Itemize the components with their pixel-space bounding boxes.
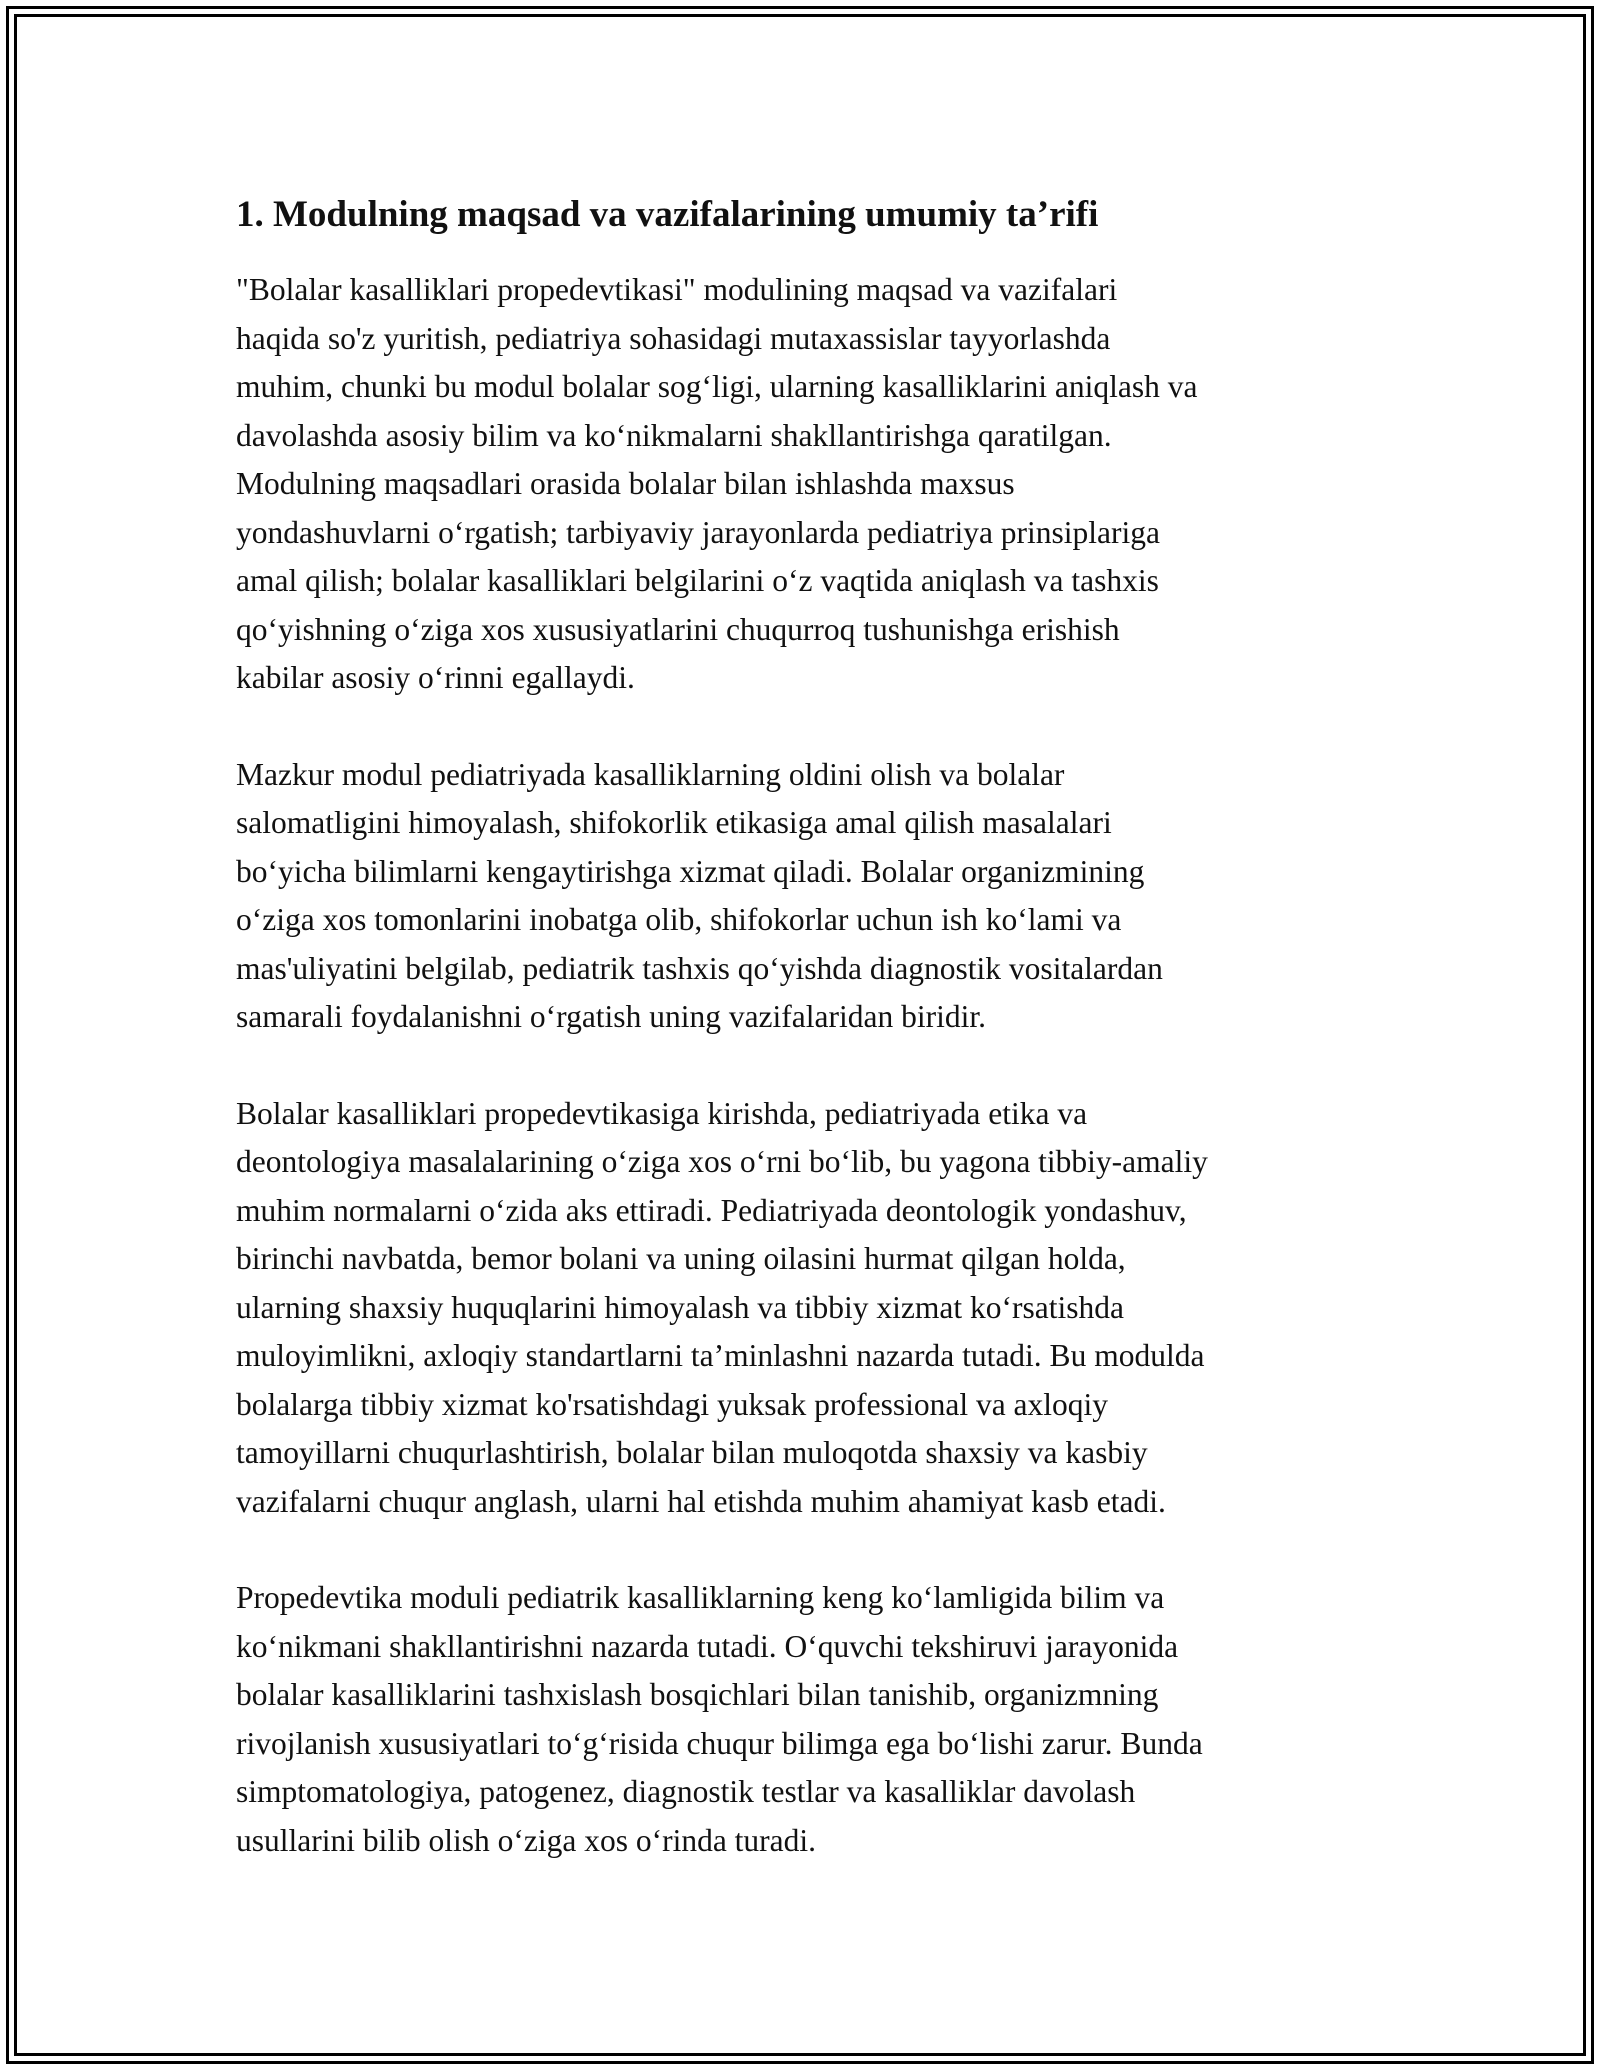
text-line: qo‘yishning o‘ziga xos xususiyatlarini chuqurroq tushunishga erishish: [236, 611, 1120, 647]
text-line: muhim normalarni o‘zida aks ettiradi. Pediatriyada deontologik yondashuv,: [236, 1192, 1187, 1228]
text-line: Propedevtika moduli pediatrik kasalliklarning keng ko‘lamligida bilim va: [236, 1580, 1165, 1615]
text-line: birinchi navbatda, bemor bolani va uning oilasini hurmat qilgan holda,: [236, 1241, 1126, 1276]
text-line: ko‘nikmani shakllantirishni nazarda tutadi. O‘quvchi tekshiruvi jarayonida: [236, 1628, 1179, 1664]
text-line: amal qilish; bolalar kasalliklari belgilarini o‘z vaqtida aniqlash va tashxis: [236, 563, 1159, 598]
text-line: "Bolalar kasalliklari propedevtikasi" modulining maqsad va vazifalari: [236, 272, 1118, 307]
text-line: vazifalarni chuqur anglash, ularni hal etishda muhim ahamiyat kasb etadi.: [236, 1483, 1166, 1519]
text-line: salomatligini himoyalash, shifokorlik etikasiga amal qilish masalalari: [236, 805, 1112, 840]
document-body: [236, 186, 1368, 1865]
text-line: simptomatologiya, patogenez, diagnostik testlar va kasalliklar davolash: [236, 1774, 1136, 1809]
text-line: bolalarga tibbiy xizmat ko'rsatishdagi yuksak professional va axloqiy: [236, 1386, 1109, 1422]
paragraph-ethics: [236, 1090, 1368, 1527]
text-line: muloyimlikni, axloqiy standartlarni ta’minlashni nazarda tutadi. Bu modulda: [236, 1338, 1205, 1373]
text-line: rivojlanish xususiyatlari to‘g‘risida chuqur bilimga ega bo‘lishi zarur. Bunda: [236, 1725, 1203, 1761]
paragraph-tasks: [236, 751, 1368, 1042]
text-line: muhim, chunki bu modul bolalar sog‘ligi, ularning kasalliklarini aniqlash va: [236, 369, 1198, 404]
paragraph-goals: [236, 266, 1368, 703]
text-line: Mazkur modul pediatriyada kasalliklarning oldini olish va bolalar: [236, 756, 1065, 792]
text-line: bo‘yicha bilimlarni kengaytirishga xizmat qiladi. Bolalar organizmining: [236, 853, 1145, 889]
text-line: Bolalar kasalliklari propedevtikasiga kirishda, pediatriyada etika va: [236, 1095, 1088, 1131]
text-line: mas'uliyatini belgilab, pediatrik tashxis qo‘yishda diagnostik vositalardan: [236, 950, 1163, 986]
text-line: Modulning maqsadlari orasida bolalar bilan ishlashda maxsus: [236, 466, 1015, 501]
text-line: davolashda asosiy bilim va ko‘nikmalarni shakllantirishga qaratilgan.: [236, 417, 1112, 453]
text-line: o‘ziga xos tomonlarini inobatga olib, shifokorlar uchun ish ko‘lami va: [236, 902, 1122, 937]
text-line: tamoyillarni chuqurlashtirish, bolalar bilan muloqotda shaxsiy va kasbiy: [236, 1435, 1148, 1470]
text-line: ularning shaxsiy huquqlarini himoyalash va tibbiy xizmat ko‘rsatishda: [236, 1289, 1124, 1325]
text-line: usullarini bilib olish o‘ziga xos o‘rinda turadi.: [236, 1822, 817, 1858]
paragraph-skills: [236, 1574, 1368, 1865]
text-line: samarali foydalanishni o‘rgatish uning vazifalaridan biridir.: [236, 999, 986, 1034]
text-line: deontologiya masalalarining o‘ziga xos o‘rni bo‘lib, bu yagona tibbiy-amaliy: [236, 1144, 1208, 1179]
text-line: yondashuvlarni o‘rgatish; tarbiyaviy jarayonlarda pediatriya prinsiplariga: [236, 514, 1161, 550]
text-line: haqida so'z yuritish, pediatriya sohasidagi mutaxassislar tayyorlashda: [236, 320, 1111, 356]
section-heading: 1. Modulning maqsad va vazifalarining umumiy ta’rifi: [236, 194, 1099, 235]
text-line: bolalar kasalliklarini tashxislash bosqichlari bilan tanishib, organizmning: [236, 1677, 1159, 1712]
text-line: kabilar asosiy o‘rinni egallaydi.: [236, 660, 635, 695]
